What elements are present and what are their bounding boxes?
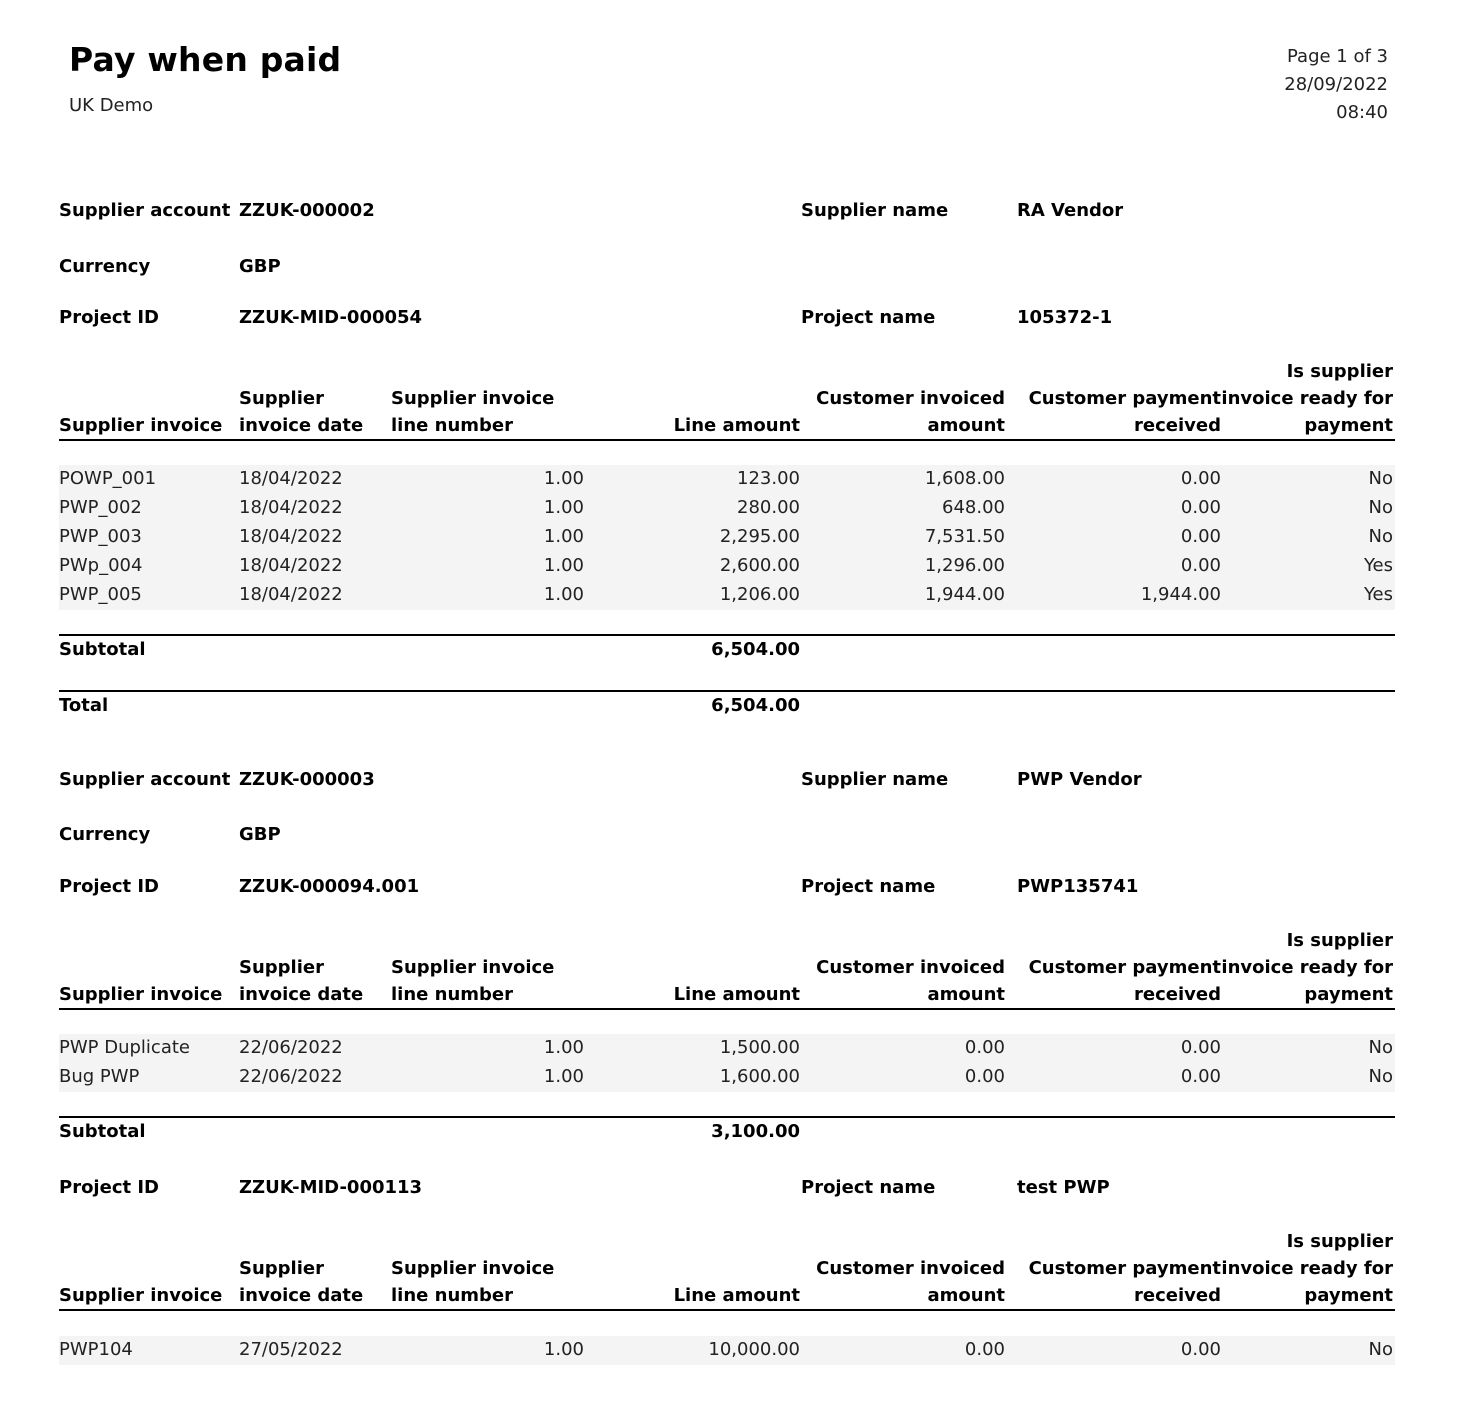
cell-customer-payment: 0.00 xyxy=(1180,555,1221,576)
table-body xyxy=(59,465,1395,610)
currency-label: Currency xyxy=(59,256,151,277)
table-header xyxy=(59,1227,1395,1311)
col-customer-payment: Customer payment received xyxy=(1028,957,1221,1005)
col-customer-invoiced: Customer invoiced amount xyxy=(816,388,1005,436)
cell-line-amount: 1,206.00 xyxy=(719,584,800,605)
subtotal-value: 6,504.00 xyxy=(711,639,800,660)
table-row xyxy=(59,465,1395,494)
project-id-value: ZZUK-MID-000054 xyxy=(239,307,423,328)
col-supplier-invoice: Supplier invoice xyxy=(59,984,223,1005)
project-id-label: Project ID xyxy=(59,307,159,328)
cell-date: 22/06/2022 xyxy=(239,1037,343,1058)
col-line-amount: Line amount xyxy=(673,415,800,436)
cell-invoice: PWP_003 xyxy=(59,526,142,547)
cell-invoice: PWP_002 xyxy=(59,497,142,518)
cell-invoice: PWP_005 xyxy=(59,584,142,605)
cell-customer-invoiced: 0.00 xyxy=(964,1066,1005,1087)
col-customer-payment: Customer payment received xyxy=(1028,1258,1221,1306)
cell-line-number: 1.00 xyxy=(543,584,584,605)
col-supplier-invoice: Supplier invoice xyxy=(59,1285,223,1306)
cell-customer-payment: 1,944.00 xyxy=(1140,584,1221,605)
table-header xyxy=(59,926,1395,1010)
cell-line-number: 1.00 xyxy=(543,1037,584,1058)
currency-row xyxy=(59,824,1395,850)
supplier-account-row xyxy=(59,769,1395,795)
col-supplier-invoice: Supplier invoice xyxy=(59,415,223,436)
col-ready-for-payment: Is supplier invoice ready for payment xyxy=(1221,1231,1393,1306)
report-time: 08:40 xyxy=(1336,102,1388,123)
cell-customer-payment: 0.00 xyxy=(1180,526,1221,547)
supplier-account-value: ZZUK-000003 xyxy=(239,769,375,790)
report-meta xyxy=(1284,42,1388,126)
project-id-label: Project ID xyxy=(59,1177,159,1198)
cell-date: 22/06/2022 xyxy=(239,1066,343,1087)
table-row xyxy=(59,552,1395,581)
table-body xyxy=(59,1336,1395,1365)
col-line-number: Supplier invoice line number xyxy=(391,1258,555,1306)
col-line-amount: Line amount xyxy=(673,984,800,1005)
cell-ready: Yes xyxy=(1363,555,1393,576)
project-name-label: Project name xyxy=(801,1177,936,1198)
table-row xyxy=(59,1034,1395,1063)
cell-ready: No xyxy=(1368,1037,1393,1058)
total-label: Total xyxy=(59,695,109,716)
cell-customer-invoiced: 0.00 xyxy=(964,1037,1005,1058)
cell-invoice: Bug PWP xyxy=(59,1066,140,1087)
cell-date: 18/04/2022 xyxy=(239,555,343,576)
cell-date: 27/05/2022 xyxy=(239,1339,343,1360)
cell-customer-payment: 0.00 xyxy=(1180,468,1221,489)
project-row xyxy=(59,307,1395,333)
cell-line-amount: 280.00 xyxy=(737,497,800,518)
col-customer-invoiced: Customer invoiced amount xyxy=(816,957,1005,1005)
project-row xyxy=(59,876,1395,902)
cell-customer-invoiced: 1,944.00 xyxy=(924,584,1005,605)
project-name-label: Project name xyxy=(801,876,936,897)
supplier-name-label: Supplier name xyxy=(801,200,949,221)
cell-line-number: 1.00 xyxy=(543,1066,584,1087)
col-invoice-date: Supplier invoice date xyxy=(239,1258,364,1306)
col-customer-invoiced: Customer invoiced amount xyxy=(816,1258,1005,1306)
total-row xyxy=(59,690,1395,720)
subtotal-label: Subtotal xyxy=(59,639,146,660)
cell-customer-invoiced: 1,296.00 xyxy=(924,555,1005,576)
cell-customer-payment: 0.00 xyxy=(1180,1037,1221,1058)
supplier-account-row xyxy=(59,200,1395,226)
cell-customer-invoiced: 1,608.00 xyxy=(924,468,1005,489)
col-line-number: Supplier invoice line number xyxy=(391,388,555,436)
col-ready-for-payment: Is supplier invoice ready for payment xyxy=(1221,930,1393,1005)
total-value: 6,504.00 xyxy=(711,695,800,716)
table-header xyxy=(59,357,1395,441)
company-name: UK Demo xyxy=(69,95,154,116)
table-row xyxy=(59,1336,1395,1365)
cell-customer-invoiced: 7,531.50 xyxy=(924,526,1005,547)
project-id-value: ZZUK-000094.001 xyxy=(239,876,420,897)
project-id-value: ZZUK-MID-000113 xyxy=(239,1177,423,1198)
subtotal-row xyxy=(59,1116,1395,1146)
currency-row xyxy=(59,256,1395,282)
supplier-name-label: Supplier name xyxy=(801,769,949,790)
cell-ready: No xyxy=(1368,1066,1393,1087)
cell-line-number: 1.00 xyxy=(543,468,584,489)
project-name-label: Project name xyxy=(801,307,936,328)
cell-date: 18/04/2022 xyxy=(239,468,343,489)
report-date: 28/09/2022 xyxy=(1284,74,1388,95)
subtotal-label: Subtotal xyxy=(59,1121,146,1142)
cell-invoice: PWP104 xyxy=(59,1339,133,1360)
col-line-amount: Line amount xyxy=(673,1285,800,1306)
cell-ready: No xyxy=(1368,1339,1393,1360)
cell-ready: No xyxy=(1368,468,1393,489)
table-row xyxy=(59,494,1395,523)
cell-invoice: PWp_004 xyxy=(59,555,143,576)
cell-line-amount: 1,600.00 xyxy=(719,1066,800,1087)
page-number: Page 1 of 3 xyxy=(1287,46,1388,67)
cell-ready: Yes xyxy=(1363,584,1393,605)
currency-value: GBP xyxy=(239,256,281,277)
supplier-name-value: PWP Vendor xyxy=(1017,769,1142,790)
cell-customer-invoiced: 648.00 xyxy=(942,497,1005,518)
supplier-account-value: ZZUK-000002 xyxy=(239,200,375,221)
col-customer-payment: Customer payment received xyxy=(1028,388,1221,436)
subtotal-row xyxy=(59,634,1395,664)
cell-invoice: PWP Duplicate xyxy=(59,1037,190,1058)
cell-date: 18/04/2022 xyxy=(239,526,343,547)
cell-invoice: POWP_001 xyxy=(59,468,157,489)
cell-customer-payment: 0.00 xyxy=(1180,1339,1221,1360)
cell-line-amount: 1,500.00 xyxy=(719,1037,800,1058)
currency-value: GBP xyxy=(239,824,281,845)
col-invoice-date: Supplier invoice date xyxy=(239,957,364,1005)
table-row xyxy=(59,581,1395,610)
cell-date: 18/04/2022 xyxy=(239,584,343,605)
project-name-value: 105372-1 xyxy=(1017,307,1113,328)
cell-customer-payment: 0.00 xyxy=(1180,497,1221,518)
col-invoice-date: Supplier invoice date xyxy=(239,388,364,436)
project-id-label: Project ID xyxy=(59,876,159,897)
project-name-value: test PWP xyxy=(1017,1177,1110,1198)
cell-line-amount: 10,000.00 xyxy=(708,1339,800,1360)
cell-line-number: 1.00 xyxy=(543,526,584,547)
report-title: Pay when paid xyxy=(69,40,342,79)
supplier-account-label: Supplier account xyxy=(59,769,231,790)
cell-customer-payment: 0.00 xyxy=(1180,1066,1221,1087)
table-row xyxy=(59,523,1395,552)
currency-label: Currency xyxy=(59,824,151,845)
cell-line-number: 1.00 xyxy=(543,555,584,576)
col-ready-for-payment: Is supplier invoice ready for payment xyxy=(1221,361,1393,436)
project-row xyxy=(59,1177,1395,1203)
cell-ready: No xyxy=(1368,497,1393,518)
cell-ready: No xyxy=(1368,526,1393,547)
col-line-number: Supplier invoice line number xyxy=(391,957,555,1005)
supplier-account-label: Supplier account xyxy=(59,200,231,221)
cell-customer-invoiced: 0.00 xyxy=(964,1339,1005,1360)
cell-line-number: 1.00 xyxy=(543,1339,584,1360)
cell-date: 18/04/2022 xyxy=(239,497,343,518)
supplier-name-value: RA Vendor xyxy=(1017,200,1124,221)
table-row xyxy=(59,1063,1395,1092)
project-name-value: PWP135741 xyxy=(1017,876,1139,897)
cell-line-amount: 2,600.00 xyxy=(719,555,800,576)
cell-line-amount: 2,295.00 xyxy=(719,526,800,547)
subtotal-value: 3,100.00 xyxy=(711,1121,800,1142)
cell-line-number: 1.00 xyxy=(543,497,584,518)
cell-line-amount: 123.00 xyxy=(737,468,800,489)
table-body xyxy=(59,1034,1395,1092)
